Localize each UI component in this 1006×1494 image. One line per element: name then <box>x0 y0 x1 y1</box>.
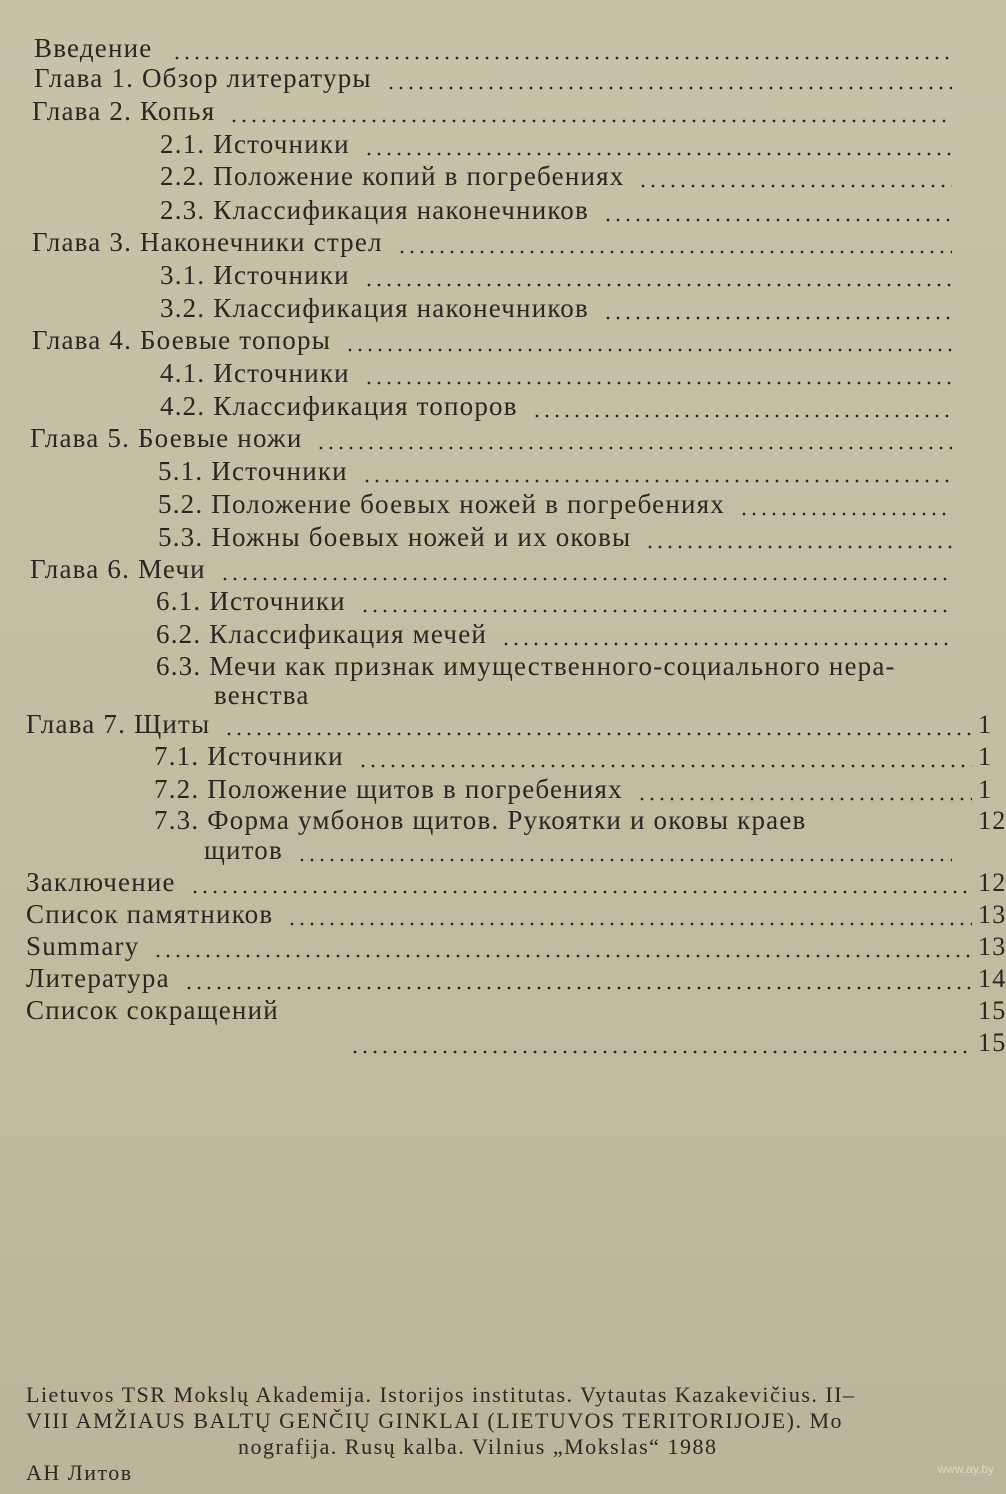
toc-entry-label: 6.3. Мечи как признак имущественного-социального нера- <box>156 651 896 681</box>
toc-entry-label: 2.3. Классификация наконечников <box>160 195 589 225</box>
toc-entry-section-3-2 <box>160 290 980 324</box>
toc-entry-section-7-2 <box>154 771 1000 805</box>
dot-leader <box>637 797 972 801</box>
toc-entry-label: Глава 6. Мечи <box>30 554 206 584</box>
toc-entry-label: 7.1. Источники <box>154 741 344 771</box>
toc-entry-label: венства <box>214 680 310 710</box>
dot-leader <box>345 348 952 352</box>
dot-leader <box>645 545 952 549</box>
dot-leader <box>224 732 972 736</box>
dot-leader <box>364 381 952 385</box>
toc-entry-label: 5.1. Источники <box>158 456 348 486</box>
colophon-line: nografija. Rusų kalba. Vilnius „Mokslas“ 1988 <box>238 1434 718 1459</box>
toc-entry-abbreviations <box>26 992 1006 1026</box>
toc-entry-monuments-list <box>26 896 1006 930</box>
dot-leader <box>229 119 952 123</box>
toc-entry-label: Глава 5. Боевые ножи <box>30 423 303 453</box>
toc-page-number: 15 <box>978 1028 1006 1057</box>
dot-leader <box>501 642 952 646</box>
toc-entry-label: 4.2. Классификация топоров <box>160 391 518 421</box>
toc-entry-label: Заключение <box>26 867 176 897</box>
toc-entry-label: Список памятников <box>26 899 274 929</box>
toc-page-number: 1 <box>978 775 993 804</box>
toc-entry-label: Список сокращений <box>26 995 279 1025</box>
toc-page-number: 15 <box>978 996 1006 1025</box>
toc-entry-label: 4.1. Источники <box>160 358 350 388</box>
colophon-line: АН Литов <box>26 1460 133 1485</box>
toc-entry-label: Summary <box>26 931 140 961</box>
toc-entry-introduction <box>34 30 980 64</box>
site-watermark: www.ay.by <box>937 1462 994 1476</box>
toc-entry-section-7-3 <box>154 802 1006 836</box>
dot-leader <box>739 512 952 516</box>
dot-leader <box>350 1050 972 1054</box>
dot-leader <box>360 609 952 613</box>
toc-entry-chapter-4 <box>32 322 980 356</box>
toc-entry-section-5-1 <box>158 453 980 487</box>
dot-leader <box>362 479 952 483</box>
dot-leader <box>603 218 952 222</box>
dot-leader <box>532 414 952 418</box>
toc-page-number: 14 <box>978 964 1006 993</box>
toc-entry-conclusion <box>26 864 1006 898</box>
toc-entry-chapter-7 <box>26 706 1000 740</box>
dot-leader <box>297 858 952 862</box>
toc-entry-label: Введение <box>34 33 153 63</box>
toc-page-number: 13 <box>978 900 1006 929</box>
toc-page-number: 13 <box>978 932 1006 961</box>
toc-page-number: 1 <box>978 742 993 771</box>
toc-entry-label: 2.2. Положение копий в погребениях <box>160 161 625 191</box>
dot-leader <box>184 986 972 990</box>
toc-entry-literature <box>26 960 1006 994</box>
toc-entry-label: Глава 4. Боевые топоры <box>32 325 332 355</box>
toc-entry-section-5-3 <box>158 519 980 553</box>
dot-leader <box>287 922 972 926</box>
toc-entry-section-4-2 <box>160 388 980 422</box>
toc-entry-label: 2.1. Источники <box>160 129 350 159</box>
toc-entry-trailing-leader <box>330 1024 1006 1058</box>
toc-entry-label: 7.2. Положение щитов в погребениях <box>154 774 623 804</box>
toc-entry-label: 6.2. Классификация мечей <box>156 619 488 649</box>
toc-entry-label: Литература <box>26 963 170 993</box>
toc-entry-chapter-2 <box>32 93 980 127</box>
dot-leader <box>364 152 952 156</box>
toc-entry-chapter-3 <box>32 224 980 258</box>
toc-entry-section-4-1 <box>160 355 980 389</box>
toc-entry-section-5-2 <box>158 486 980 520</box>
dot-leader <box>386 86 952 90</box>
dot-leader <box>316 446 952 450</box>
toc-entry-chapter-6 <box>30 551 980 585</box>
toc-entry-section-2-2 <box>160 158 980 192</box>
toc-entry-label: 6.1. Источники <box>156 586 346 616</box>
toc-entry-label: Глава 7. Щиты <box>26 709 211 739</box>
toc-entry-summary <box>26 928 1006 962</box>
dot-leader <box>220 577 952 581</box>
toc-entry-section-2-1 <box>160 126 980 160</box>
publication-colophon <box>26 1382 1000 1486</box>
toc-entry-section-2-3 <box>160 192 980 226</box>
toc-entry-label: Глава 2. Копья <box>32 96 216 126</box>
dot-leader <box>358 764 972 768</box>
toc-page-number: 12 <box>978 806 1006 835</box>
toc-entry-label: 5.3. Ножны боевых ножей и их оковы <box>158 522 632 552</box>
dot-leader <box>638 184 952 188</box>
toc-page-number: 1 <box>978 710 993 739</box>
dot-leader <box>397 250 952 254</box>
dot-leader <box>603 316 952 320</box>
toc-entry-chapter-1 <box>34 60 980 94</box>
dot-leader <box>153 954 972 958</box>
toc-page-number: 12 <box>978 868 1006 897</box>
toc-entry-section-7-1 <box>154 738 1000 772</box>
toc-entry-section-6-2 <box>156 616 980 650</box>
toc-entry-label: 3.1. Источники <box>160 260 350 290</box>
toc-entry-label: 3.2. Классификация наконечников <box>160 293 589 323</box>
toc-entry-label: Глава 3. Наконечники стрел <box>32 227 383 257</box>
colophon-line: VIII AMŽIAUS BALTŲ GENČIŲ GINKLAI (LIETUVOS TERITORIJOJE). Mo <box>26 1408 844 1433</box>
toc-entry-section-3-1 <box>160 257 980 291</box>
dot-leader <box>190 890 972 894</box>
toc-entry-chapter-5 <box>30 420 980 454</box>
toc-entry-label: щитов <box>204 835 283 865</box>
toc-entry-label: 5.2. Положение боевых ножей в погребениях <box>158 489 725 519</box>
toc-entry-label: Глава 1. Обзор литературы <box>34 63 372 93</box>
colophon-line: Lietuvos TSR Mokslų Akademija. Istorijos institutas. Vytautas Kazakevičius. II– <box>26 1382 856 1407</box>
toc-entry-section-7-3-continued <box>204 832 980 866</box>
toc-entry-label: 7.3. Форма умбонов щитов. Рукоятки и оковы краев <box>154 805 807 835</box>
dot-leader <box>364 283 952 287</box>
toc-entry-section-6-1 <box>156 583 980 617</box>
